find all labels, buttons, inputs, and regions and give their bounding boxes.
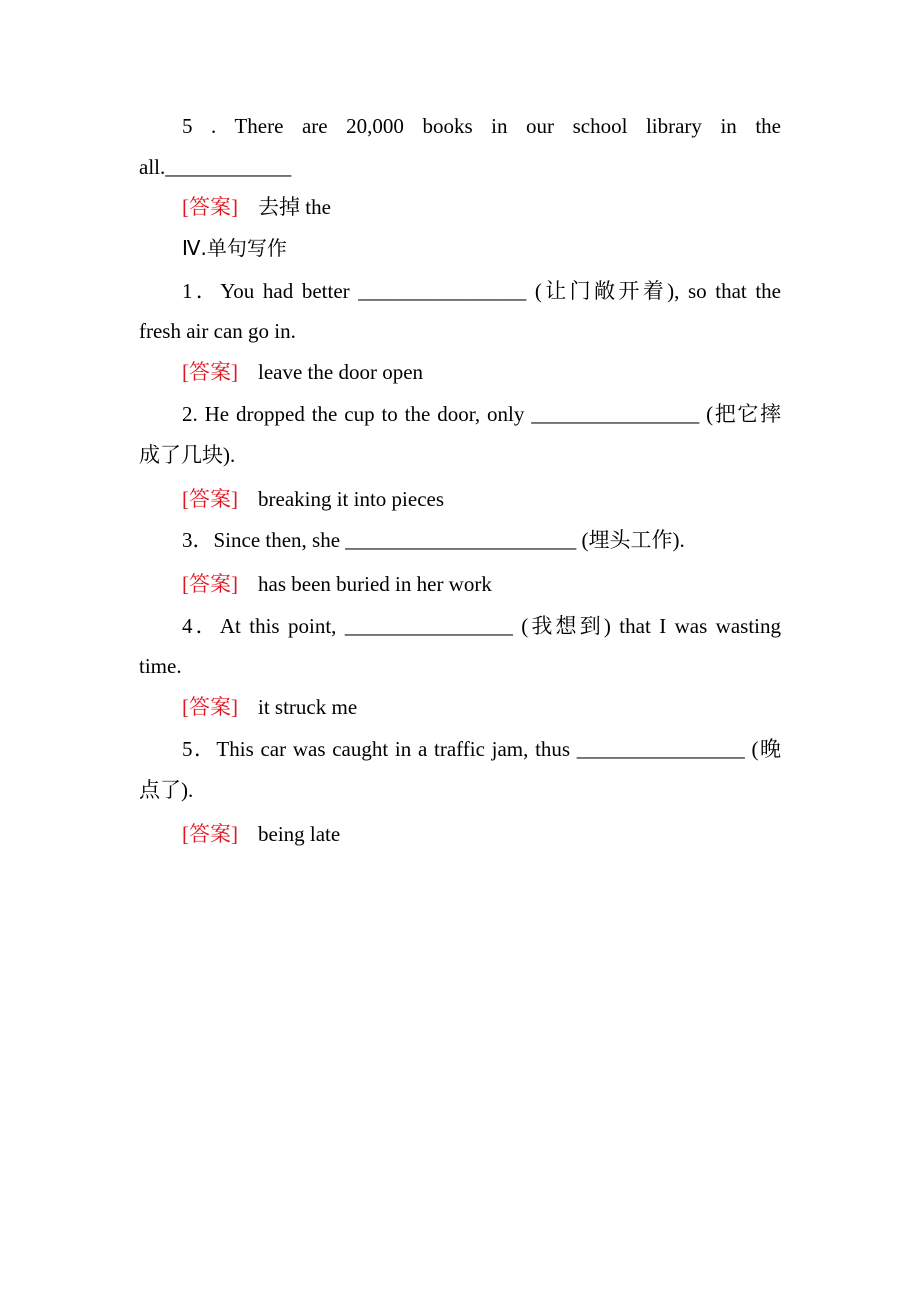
answer-tag: [答案]: [182, 572, 238, 596]
answer-text: it struck me: [258, 695, 358, 719]
answer-tag: [答案]: [182, 195, 238, 219]
question-3-line-1: 3．Since then, she ______________________ (埋头工作).: [182, 528, 685, 552]
section-heading: Ⅳ.单句写作: [182, 236, 287, 260]
answer-text: has been buried in her work: [258, 572, 492, 596]
answer-text: 去掉 the: [258, 195, 331, 219]
answer-text: breaking it into pieces: [258, 487, 445, 511]
question-5-line-2: all.____________: [139, 155, 292, 179]
answer-row: [182, 358, 781, 386]
question-2-line-2: 成了几块).: [139, 443, 236, 467]
answer-tag: [答案]: [182, 360, 238, 384]
answer-row: [182, 693, 781, 721]
question-5b-line-2: 点了).: [139, 778, 194, 802]
answer-text: leave the door open: [258, 360, 424, 384]
question-5b-line-1: 5．This car was caught in a traffic jam, thus ________________ (晚: [182, 737, 781, 761]
answer-row: [182, 193, 781, 221]
question-4-line-2: time.: [139, 654, 182, 678]
answer-tag: [答案]: [182, 695, 238, 719]
answer-tag: [答案]: [182, 822, 238, 846]
question-2-line-1: 2. He dropped the cup to the door, only ________________ (把它摔: [182, 402, 781, 426]
question-1-line-2: fresh air can go in.: [139, 319, 296, 343]
question-4-line-1: 4．At this point, ________________ (我想到) that I was wasting: [182, 614, 781, 638]
answer-row: [182, 485, 781, 513]
answer-tag: [答案]: [182, 487, 238, 511]
answer-row: [182, 570, 781, 598]
question-1-line-1: 1．You had better ________________ (让门敞开着), so that the: [182, 279, 781, 303]
answer-row: [182, 820, 781, 848]
question-5-line-1: 5 . There are 20,000 books in our school library in the: [182, 114, 781, 138]
answer-text: being late: [258, 822, 341, 846]
